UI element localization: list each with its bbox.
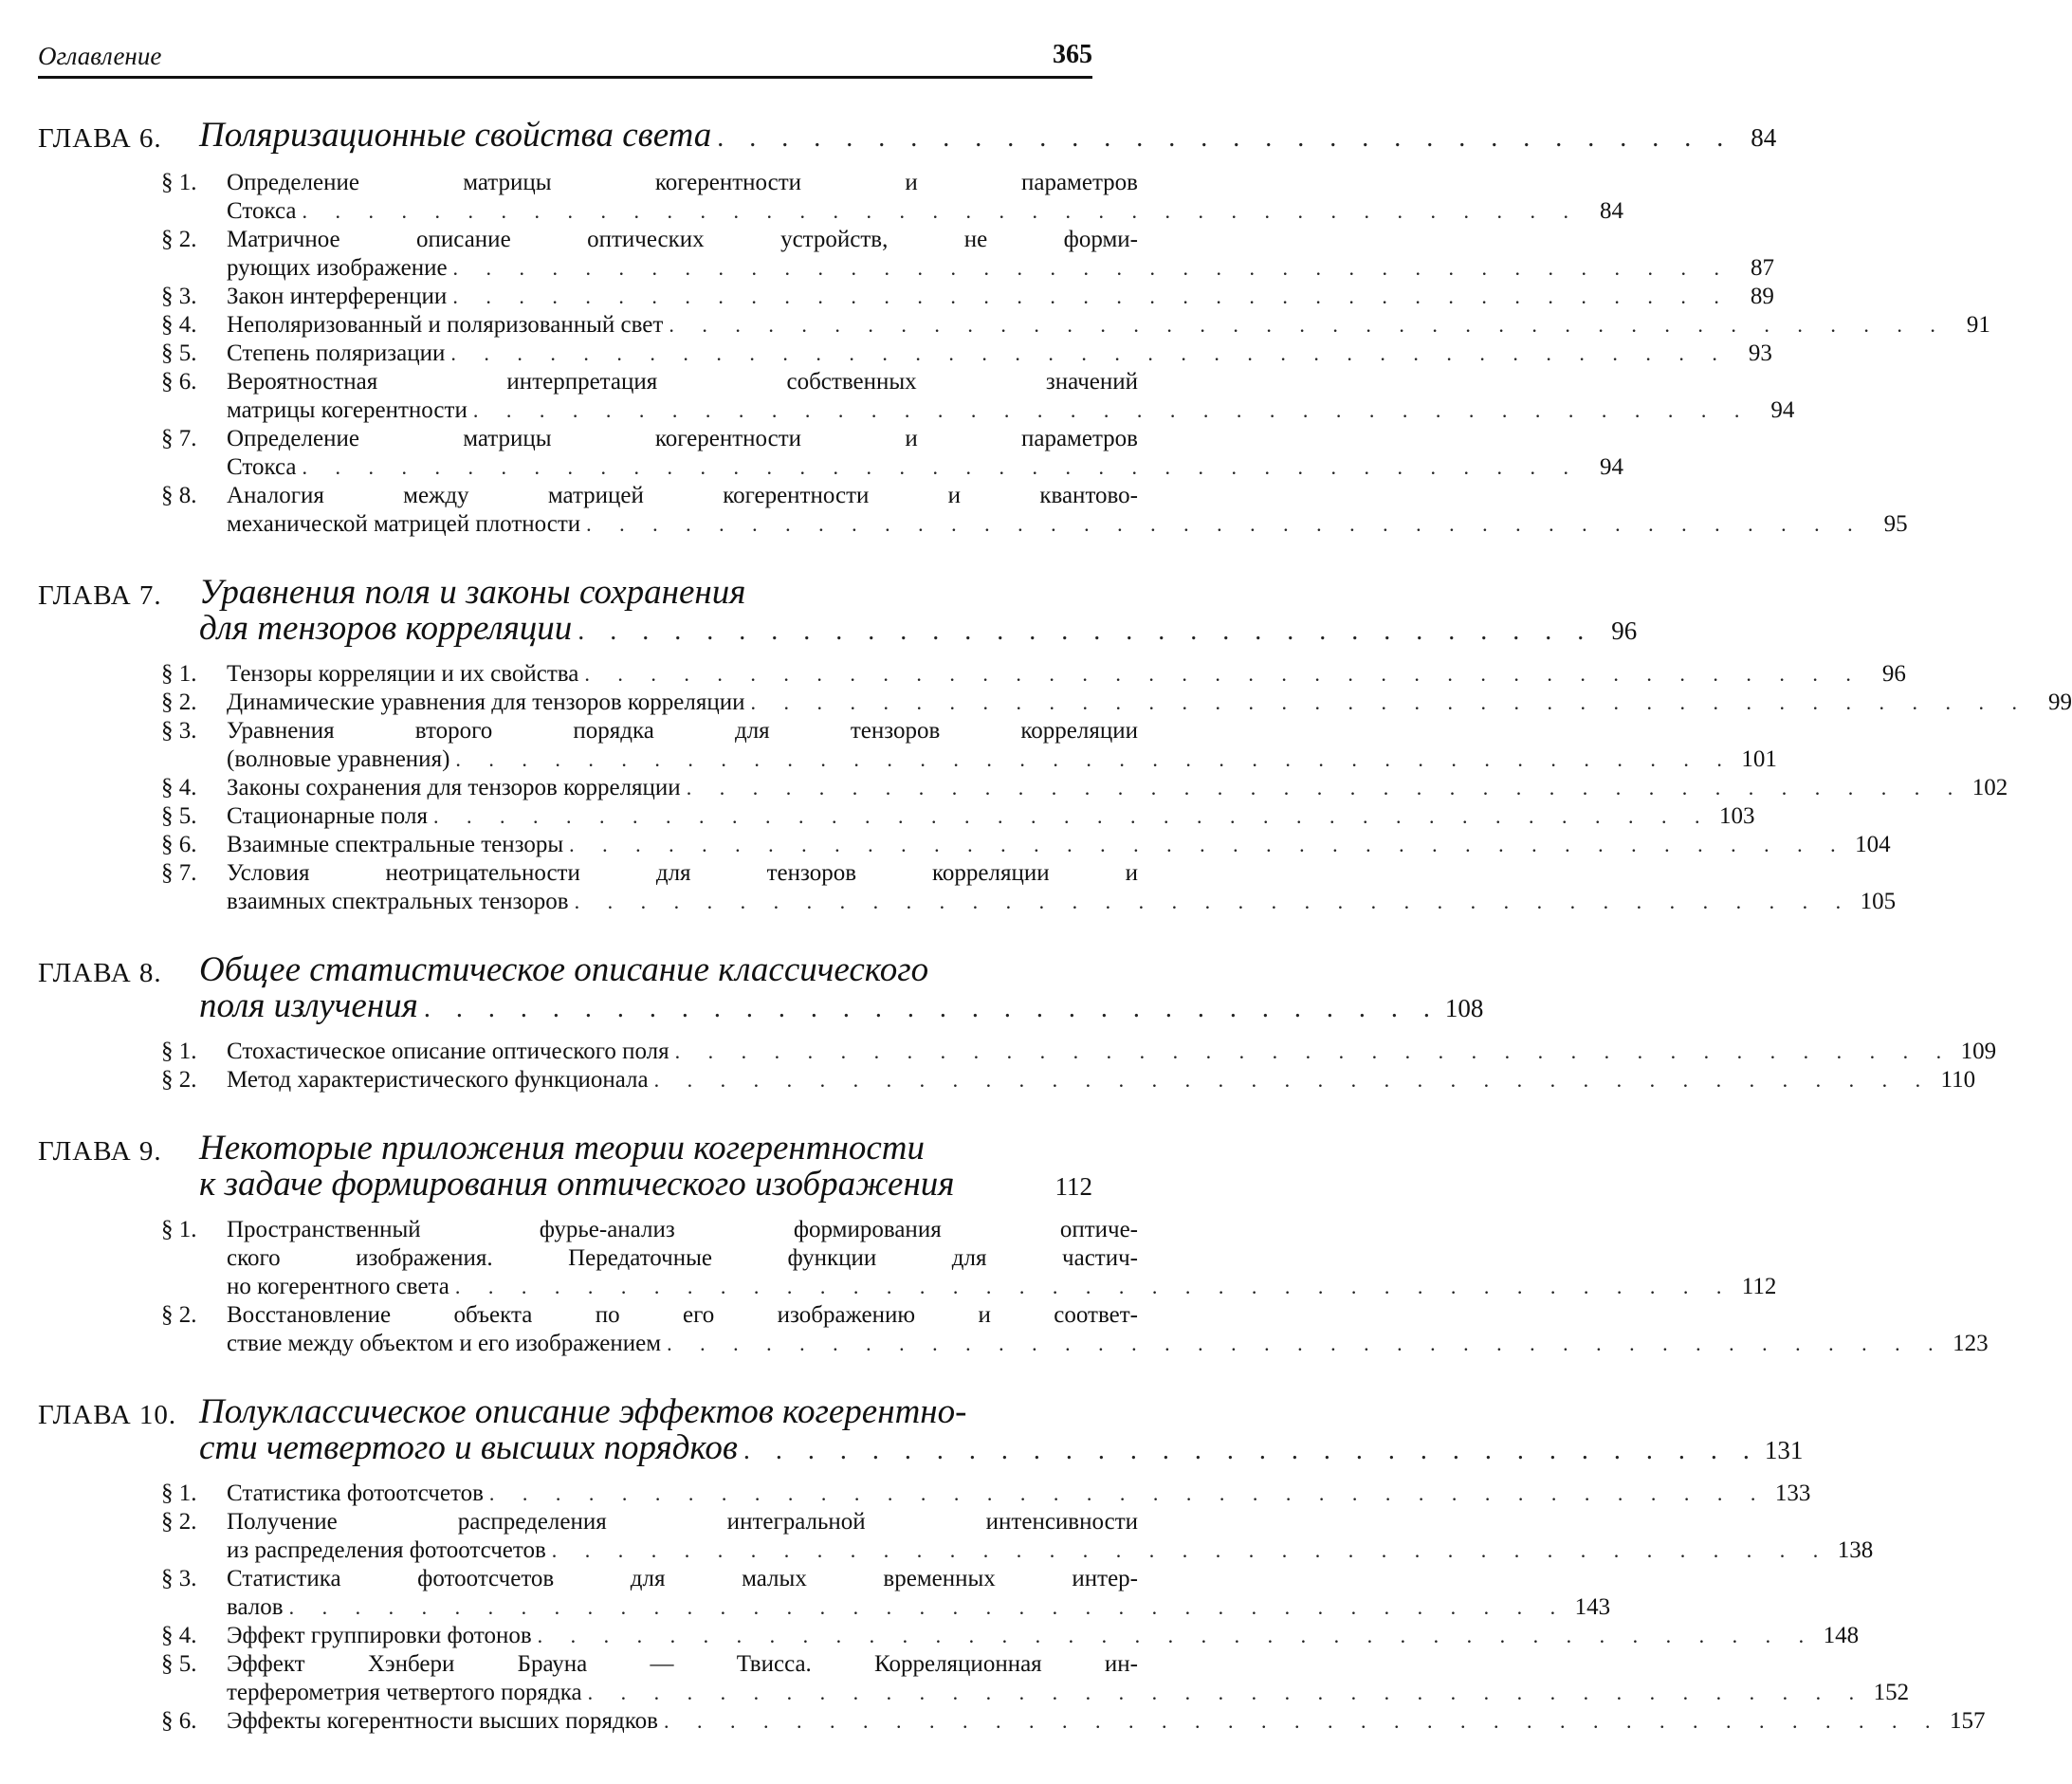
section-page: 99 — [2047, 690, 2072, 715]
section-page: 96 — [1881, 661, 1906, 687]
section-line: Условия неотрицательности для тензоров корреляции и — [227, 860, 1138, 886]
section-line: Аналогия между матрицей когерентности и квантово- — [227, 483, 1138, 508]
section-7-6: § 6. Взаимные спектральные тензоры . . . . . . . . . . . . . . . . . . . . . . . . . . . . . . . . . . . . . . . 104 — [161, 832, 1891, 857]
chapter-title-line: Поляризационные свойства света — [199, 116, 712, 155]
section-8-1: § 1. Стохастическое описание оптического поля . . . . . . . . . . . . . . . . . . . . . . . . . . . . . . . . . . . . . . . 109 — [161, 1039, 1997, 1064]
section-9-2: § 2. Восстановление объекта по его изображению и соответ- ствие между объектом и его изображением . . . . . . . . . . . . . . . . . . . . . . . . . . . . . . . . . . . . . . . 123 — [161, 1302, 1989, 1356]
section-6-3: § 3. Закон интерференции . . . . . . . . . . . . . . . . . . . . . . . . . . . . . . . . . . . . . . . 89 — [161, 284, 1774, 309]
section-page: 110 — [1940, 1067, 1976, 1093]
section-page: 133 — [1774, 1481, 1811, 1506]
section-line: Статистика фотоотсчетов — [227, 1481, 484, 1506]
section-7-5: § 5. Стационарные поля . . . . . . . . . . . . . . . . . . . . . . . . . . . . . . . . . . . . . . . 103 — [161, 803, 1755, 829]
section-line: Стокса — [227, 454, 297, 480]
chapter-title-line: Полуклассическое описание эффектов когерентно- — [199, 1392, 967, 1431]
section-7-4: § 4. Законы сохранения для тензоров корреляции . . . . . . . . . . . . . . . . . . . . . . . . . . . . . . . . . . . . . . . 102 — [161, 775, 2008, 800]
section-6-6: § 6. Вероятностная интерпретация собственных значений матрицы когерентности . . . . . . . . . . . . . . . . . . . . . . . . . . . . . . . . . . . . . . . 94 — [161, 369, 1795, 423]
section-line: ствие между объектом и его изображением — [227, 1331, 662, 1356]
section-page: 152 — [1873, 1680, 1910, 1705]
section-line: Пространственный фурье-анализ формирования оптиче- — [227, 1217, 1138, 1242]
section-10-6: § 6. Эффекты когерентности высших порядков . . . . . . . . . . . . . . . . . . . . . . . . . . . . . . . . . . . . . . . 157 — [161, 1708, 1986, 1734]
section-6-4: § 4. Неполяризованный и поляризованный свет . . . . . . . . . . . . . . . . . . . . . . . . . . . . . . . . . . . . . . . 91 — [161, 312, 1990, 338]
section-page: 95 — [1883, 511, 1908, 537]
section-line: Неполяризованный и поляризованный свет — [227, 312, 664, 338]
section-10-1: § 1. Статистика фотоотсчетов . . . . . . . . . . . . . . . . . . . . . . . . . . . . . . . . . . . . . . . 133 — [161, 1481, 1811, 1506]
chapter-title-line: для тензоров корреляции — [199, 609, 573, 648]
section-line: Матричное описание оптических устройств, не форми- — [227, 227, 1138, 252]
section-line: Эффект группировки фотонов — [227, 1623, 532, 1648]
section-line: валов — [227, 1594, 284, 1620]
section-page: 104 — [1855, 832, 1891, 857]
chapter-page: 96 — [1611, 616, 1638, 645]
section-10-5: § 5. Эффект Хэнбери Брауна — Твисса. Корреляционная ин- терферометрия четвертого порядка . . . . . . . . . . . . . . . . . . . . . . . . . . . . . . . . . . . . . . . 152 — [161, 1651, 1910, 1705]
section-10-4: § 4. Эффект группировки фотонов . . . . . . . . . . . . . . . . . . . . . . . . . . . . . . . . . . . . . . . 148 — [161, 1623, 1860, 1648]
section-line: Стационарные поля — [227, 803, 428, 829]
chapter-title-line: сти четвертого и высших порядков — [199, 1428, 738, 1467]
section-6-5: § 5. Степень поляризации . . . . . . . . . . . . . . . . . . . . . . . . . . . . . . . . . . . . . . . 93 — [161, 340, 1772, 366]
section-8-2: § 2. Метод характеристического функционала . . . . . . . . . . . . . . . . . . . . . . . . . . . . . . . . . . . . . . . 110 — [161, 1067, 1976, 1093]
chapter-title-line: поля излучения — [199, 986, 418, 1025]
section-line: Взаимные спектральные тензоры — [227, 832, 564, 857]
section-7-7: § 7. Условия неотрицательности для тензоров корреляции и взаимных спектральных тензоров . . . . . . . . . . . . . . . . . . . . . . . . . . . . . . . . . . . . . . . 105 — [161, 860, 1897, 914]
section-line: Определение матрицы когерентности и параметров — [227, 170, 1138, 195]
section-line: Статистика фотоотсчетов для малых временных интер- — [227, 1566, 1138, 1591]
section-line: Динамические уравнения для тензоров корреляции — [227, 690, 745, 715]
section-line: механической матрицей плотности — [227, 511, 581, 537]
section-page: 89 — [1750, 284, 1774, 309]
section-6-1: § 1. Определение матрицы когерентности и параметров Стокса . . . . . . . . . . . . . . . . . . . . . . . . . . . . . . . . . . . . . . . 84 — [161, 170, 1623, 224]
chapter-page: 131 — [1764, 1436, 1804, 1464]
section-7-3: § 3. Уравнения второго порядка для тензоров корреляции (волновые уравнения) . . . . . . . . . . . . . . . . . . . . . . . . . . . . . . . . . . . . . . . 101 — [161, 718, 1777, 772]
section-line: Тензоры корреляции и их свойства — [227, 661, 579, 687]
section-page: 94 — [1770, 397, 1795, 423]
section-page: 87 — [1751, 255, 1775, 281]
section-6-8: § 8. Аналогия между матрицей когерентности и квантово- механической матрицей плотности . . . . . . . . . . . . . . . . . . . . . . . . . . . . . . . . . . . . . . . 95 — [161, 483, 1908, 537]
section-page: 138 — [1837, 1537, 1874, 1563]
chapter-label: ГЛАВА 9. — [38, 1136, 162, 1167]
section-6-2: § 2. Матричное описание оптических устройств, не форми- рующих изображение . . . . . . . . . . . . . . . . . . . . . . . . . . . . . . . . . . . . . . . 87 — [161, 227, 1775, 281]
section-line: из распределения фотоотсчетов — [227, 1537, 546, 1563]
section-page: 94 — [1599, 454, 1623, 480]
chapter-page: 84 — [1751, 123, 1777, 152]
chapter-title-line: Некоторые приложения теории когерентности — [199, 1129, 925, 1168]
section-line: но когерентного света — [227, 1274, 449, 1299]
section-line: ского изображения. Передаточные функции для частич- — [227, 1245, 1138, 1271]
section-page: 112 — [1741, 1274, 1777, 1299]
section-line: Стокса — [227, 198, 297, 224]
section-page: 109 — [1960, 1039, 1997, 1064]
chapter-label: ГЛАВА 10. — [38, 1400, 177, 1430]
section-7-1: § 1. Тензоры корреляции и их свойства . . . . . . . . . . . . . . . . . . . . . . . . . . . . . . . . . . . . . . . 96 — [161, 661, 1906, 687]
section-line: Вероятностная интерпретация собственных значений — [227, 369, 1138, 395]
section-line: рующих изображение — [227, 255, 448, 281]
section-line: Уравнения второго порядка для тензоров корреляции — [227, 718, 1138, 744]
chapter-title: Полуклассическое описание эффектов когерентно- сти четвертого и высших порядков . . . . . . . . . . . . . . . . . . . . . . . . . . . . . . . . 131 — [199, 1392, 1804, 1467]
chapter-title-line: к задаче формирования оптического изображения — [199, 1165, 955, 1204]
chapter-label: ГЛАВА 6. — [38, 123, 162, 154]
section-7-2: § 2. Динамические уравнения для тензоров корреляции . . . . . . . . . . . . . . . . . . . . . . . . . . . . . . . . . . . . . . . 99 — [161, 690, 2072, 715]
section-line: взаимных спектральных тензоров — [227, 889, 569, 914]
section-6-7: § 7. Определение матрицы когерентности и параметров Стокса . . . . . . . . . . . . . . . . . . . . . . . . . . . . . . . . . . . . . . . 94 — [161, 426, 1623, 480]
section-page: 148 — [1823, 1623, 1860, 1648]
section-line: Закон интерференции — [227, 284, 448, 309]
chapter-page: 108 — [1444, 994, 1484, 1022]
chapter-title: Поляризационные свойства света . . . . . . . . . . . . . . . . . . . . . . . . . . . . . . . . 84 — [199, 116, 1777, 155]
section-page: 101 — [1741, 746, 1777, 772]
chapter-title-line: Общее статистическое описание классического — [199, 950, 929, 989]
section-page: 105 — [1860, 889, 1897, 914]
section-line: Метод характеристического функционала — [227, 1067, 649, 1093]
section-line: матрицы когерентности — [227, 397, 468, 423]
section-line: Получение распределения интегральной интенсивности — [227, 1509, 1138, 1535]
section-page: 93 — [1748, 340, 1772, 366]
section-line: Эффект Хэнбери Брауна — Твисса. Корреляционная ин- — [227, 1651, 1138, 1677]
chapter-label: ГЛАВА 7. — [38, 580, 162, 611]
section-line: терферометрия четвертого порядка — [227, 1680, 582, 1705]
running-head — [38, 38, 1092, 79]
section-9-1: § 1. Пространственный фурье-анализ формирования оптиче- ского изображения. Передаточные функции для частич- но когерентного света . . . . . . . . . . . . . . . . . . . . . . . . . . . . . . . . . . . . . . . 112 — [161, 1217, 1777, 1299]
section-line: Восстановление объекта по его изображению и соответ- — [227, 1302, 1138, 1328]
chapter-title: Уравнения поля и законы сохранения для тензоров корреляции . . . . . . . . . . . . . . . . . . . . . . . . . . . . . . . . 96 — [199, 573, 1638, 648]
chapter-title-line: Уравнения поля и законы сохранения — [199, 573, 746, 612]
section-line: Степень поляризации — [227, 340, 446, 366]
section-line: Определение матрицы когерентности и параметров — [227, 426, 1138, 451]
section-line: (волновые уравнения) — [227, 746, 450, 772]
chapter-title: Общее статистическое описание классического поля излучения . . . . . . . . . . . . . . . . . . . . . . . . . . . . . . . . 108 — [199, 950, 1484, 1025]
running-head-title: Оглавление — [38, 42, 162, 70]
section-page: 143 — [1574, 1594, 1611, 1620]
section-page: 103 — [1718, 803, 1755, 829]
section-10-2: § 2. Получение распределения интегральной интенсивности из распределения фотоотсчетов . . . . . . . . . . . . . . . . . . . . . . . . . . . . . . . . . . . . . . . 138 — [161, 1509, 1874, 1563]
page-number: 365 — [1053, 40, 1092, 69]
chapter-label: ГЛАВА 8. — [38, 958, 162, 988]
section-page: 91 — [1966, 312, 1990, 338]
section-page: 157 — [1949, 1708, 1986, 1734]
section-line: Эффекты когерентности высших порядков — [227, 1708, 658, 1734]
section-page: 102 — [1971, 775, 2008, 800]
section-10-3: § 3. Статистика фотоотсчетов для малых временных интер- валов . . . . . . . . . . . . . . . . . . . . . . . . . . . . . . . . . . . . . . . 143 — [161, 1566, 1611, 1620]
chapter-title — [199, 1131, 1092, 1203]
section-page: 84 — [1599, 198, 1623, 224]
chapter-page: 112 — [1054, 1172, 1092, 1201]
section-page: 123 — [1953, 1331, 1989, 1356]
section-line: Законы сохранения для тензоров корреляции — [227, 775, 681, 800]
section-line: Стохастическое описание оптического поля — [227, 1039, 669, 1064]
